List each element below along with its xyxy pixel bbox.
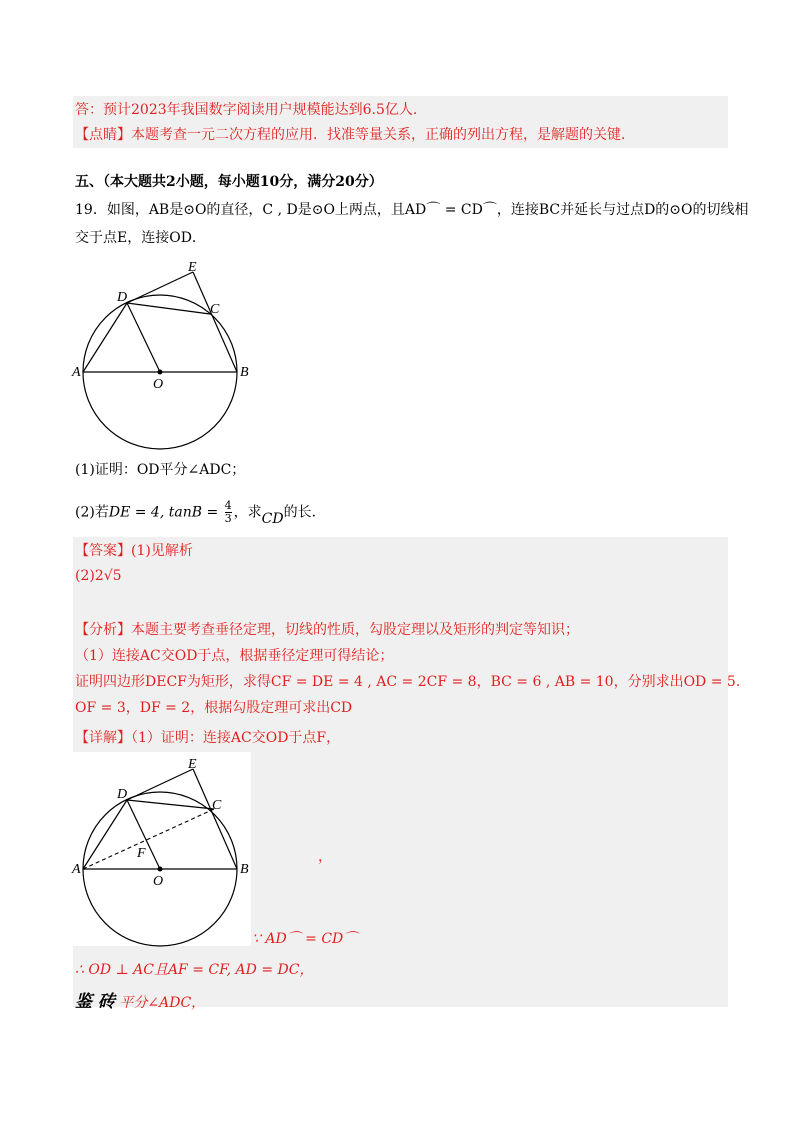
q2-fraction [225, 500, 232, 525]
analysis-label: 【分析】 [75, 622, 131, 638]
answer-part-2: (2)2√5 [75, 568, 122, 584]
fig1-label-O: O [153, 377, 164, 392]
problem-line-2: 交于点E，连接OD． [75, 230, 206, 246]
q2-prefix: (2)若 [75, 504, 109, 521]
dianjing-label: 【点睛】 [75, 127, 131, 143]
detail-comma: ， [318, 849, 332, 865]
answer-part-1: (1)见解析 [131, 543, 193, 559]
analysis-step-3: OF = 3，DF = 2，根据勾股定理可求出CD [75, 700, 353, 716]
fig1-label-E: E [188, 260, 197, 275]
detail-text: （1）证明：连接AC交OD于点F， [131, 730, 341, 746]
question-2 [75, 500, 326, 530]
answer-label: 【答案】 [75, 543, 131, 559]
q2-frac-num: 4 [224, 499, 232, 512]
dianjing-line [75, 125, 635, 145]
analysis-step-1: （1）连接AC交OD于点，根据垂径定理可得结论； [75, 648, 394, 664]
detail-label: 【详解】 [75, 730, 131, 746]
fig1-label-B: B [240, 365, 249, 380]
problem-line-1: 19．如图，AB是⊙O的直径，C , D是⊙O上两点，且AD⌒ = CD⌒，连接BC并延长与过点D的⊙O的切线相 [75, 202, 749, 218]
since-line: ∵ AD⌒ = CD⌒ [252, 931, 358, 947]
fig2-label-A: A [72, 862, 81, 877]
detail-line [75, 728, 340, 748]
analysis-intro: 本题主要考查垂径定理，切线的性质，勾股定理以及矩形的判定等知识； [131, 622, 579, 638]
garbled-text: 鉴 砖 [75, 992, 115, 1012]
q2-condition: DE = 4, tanB = [108, 504, 219, 521]
fig2-label-C: C [212, 798, 222, 813]
circle-figure-2 [68, 752, 268, 952]
analysis-step-2: 证明四边形DECF为矩形，求得CF = DE = 4 , AC = 2CF = 8，BC = 6 , AB = 10，分别求出OD = 5． [75, 674, 750, 690]
final-line-text: 平分∠ADC， [119, 995, 206, 1011]
previous-answer-line: 答：预计2023年我国数字阅读用户规模能达到6.5亿人. [75, 102, 418, 118]
therefore-line: ∴ OD ⊥ AC且AF = CF, AD = DC， [75, 962, 314, 978]
fig2-label-B: B [240, 862, 249, 877]
final-line [75, 992, 205, 1013]
q2-suffix: ，求 [233, 504, 262, 521]
q2-target: CD [261, 510, 284, 527]
question-1: (1)证明：OD平分∠ADC； [75, 462, 246, 478]
fig1-label-D: D [117, 290, 128, 305]
answer-line-1 [75, 541, 193, 561]
analysis-intro-line [75, 620, 579, 640]
fig2-label-F: F [137, 846, 146, 861]
fig1-label-C: C [210, 302, 220, 317]
circle-figure-1 [68, 255, 268, 455]
fig2-label-O: O [153, 874, 164, 889]
fig2-label-E: E [188, 757, 197, 772]
q2-frac-den: 3 [224, 512, 232, 525]
q2-end: 的长． [283, 504, 326, 521]
fig2-label-D: D [117, 787, 128, 802]
fig1-label-A: A [72, 365, 81, 380]
dianjing-text: 本题考查一元二次方程的应用．找准等量关系，正确的列出方程，是解题的关键． [131, 127, 635, 143]
section-header: 五、（本大题共2小题，每小题10分，满分20分） [75, 174, 383, 190]
